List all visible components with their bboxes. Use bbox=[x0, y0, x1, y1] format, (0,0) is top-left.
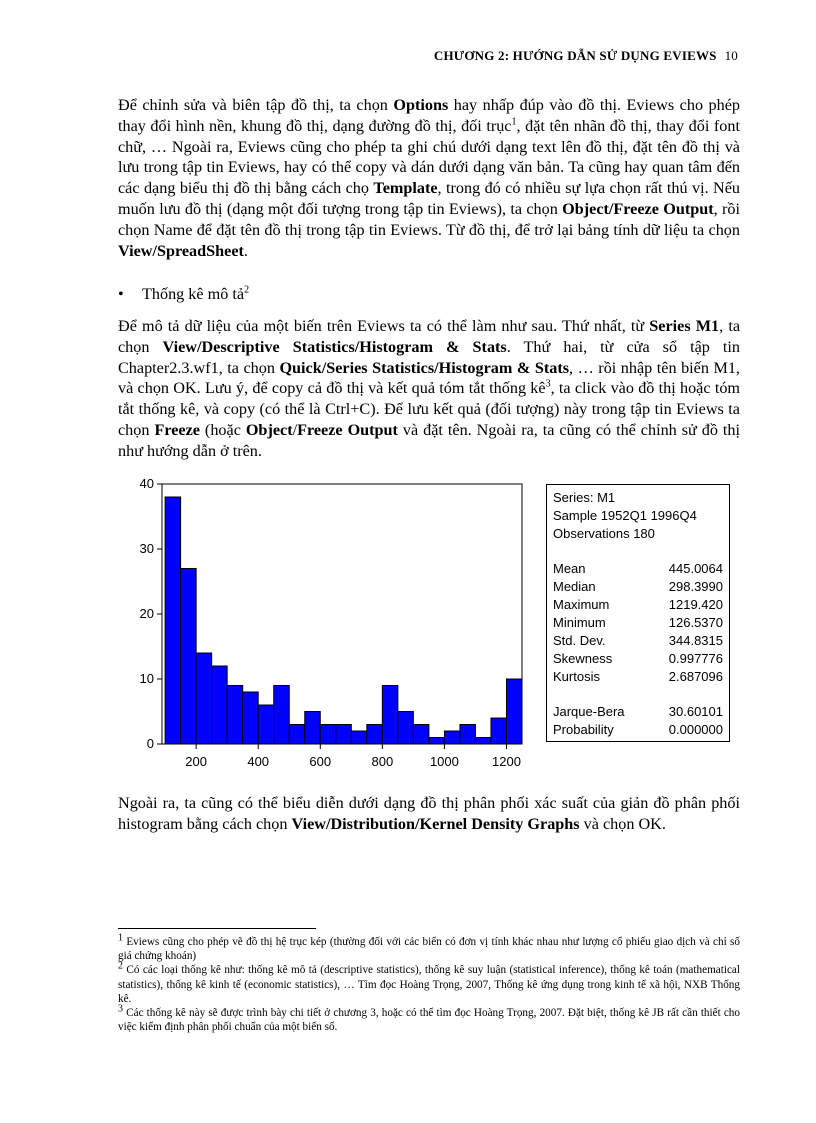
menu-object: Object bbox=[245, 420, 293, 439]
stats-row bbox=[553, 614, 723, 632]
histogram-bar bbox=[491, 718, 507, 744]
stats-row bbox=[553, 632, 723, 650]
page-number: 10 bbox=[724, 48, 738, 63]
histogram-bar bbox=[351, 731, 367, 744]
stats-label: Jarque-Bera bbox=[553, 704, 625, 719]
paragraph-graph-editing: Để chỉnh sửa và biên tập đồ thị, ta chọn Options hay nhấp đúp vào đồ thị. Eviews cho phép thay đổi hình nền, khung đồ thị, dạng đường đồ thị, đối trục$^1$, đặt tên nhãn đồ thị, thay đổi font chữ, … Ngoài ra, Eviews cũng cho phép ta ghi chú dưới dạng text lên đồ thị, đặt tên đồ thị và lưu trong tập tin Eviews, hay có thể copy và dán dưới dạng văn bản. Ta cũng hay quan tâm đến các dạng biểu thị đồ thị bằng cách chọ Template, trong đó có nhiều sự lựa chọn rất thú vị. Nếu muốn lưu đồ thị (dạng một đối tượng trong tập tin Eviews), ta chọn Object/Freeze Output, rồi chọn Name để đặt tên đồ thị trong tập tin Eviews. Từ đồ thị, để trở lại bảng tính dữ liệu ta chọn View/SpreadSheet. bbox=[118, 96, 740, 260]
footnote-3: $^3$ Các thống kê này sẽ được trình bày chi tiết ở chương 3, hoặc có thể tìm đọc Hoàng Trọng, 2007. Đặt biệt, thống kê JB rất cần thiết cho việc kiểm định phân phối chuẩn của một biến số. bbox=[118, 1003, 740, 1034]
histogram-bar bbox=[196, 653, 212, 744]
stats-row bbox=[553, 596, 723, 614]
menu-template: Template bbox=[373, 179, 438, 198]
histogram-bar bbox=[475, 738, 491, 745]
stats-series: Series: M1 bbox=[553, 490, 616, 505]
histogram-bar bbox=[320, 725, 336, 745]
stats-label: Minimum bbox=[553, 615, 606, 630]
menu-kernel-density: View/Distribution/Kernel Density Graphs bbox=[291, 814, 580, 833]
stats-sample: Sample 1952Q1 1996Q4 bbox=[553, 508, 697, 523]
menu-view-spreadsheet: View/SpreadSheet bbox=[118, 241, 244, 260]
x-tick-label: 1200 bbox=[492, 754, 521, 769]
chapter-title: CHƯƠNG 2: HƯỚNG DẪN SỬ DỤNG EVIEWS bbox=[433, 48, 717, 63]
menu-freeze-output: Freeze Output bbox=[297, 420, 398, 439]
stats-label: Maximum bbox=[553, 597, 610, 612]
x-tick-label: 1000 bbox=[429, 754, 459, 769]
histogram-bar bbox=[444, 731, 460, 744]
menu-quick-histogram: Quick/Series Statistics/Histogram & Stats bbox=[279, 358, 570, 377]
x-tick-label: 600 bbox=[309, 754, 332, 769]
x-tick-label: 800 bbox=[371, 754, 394, 769]
y-tick-label: 40 bbox=[139, 476, 154, 491]
histogram-chart bbox=[118, 470, 538, 780]
bullet-dot-icon: • bbox=[118, 285, 124, 303]
histogram-bar bbox=[460, 725, 476, 745]
histogram-bar bbox=[258, 705, 274, 744]
histogram-bar bbox=[336, 725, 352, 745]
stats-observations: Observations 180 bbox=[553, 526, 655, 541]
stats-label: Kurtosis bbox=[553, 669, 600, 684]
histogram-bar bbox=[212, 666, 228, 744]
histogram-bar bbox=[382, 686, 398, 745]
stats-value: 298.3990 bbox=[668, 579, 723, 594]
page-header bbox=[434, 48, 738, 64]
summary-statistics-box bbox=[546, 484, 730, 742]
bullet-text: Thống kê mô tả bbox=[142, 285, 245, 303]
stats-row bbox=[553, 560, 723, 578]
footnote-ref-1: 1 bbox=[511, 116, 517, 128]
y-tick-label: 0 bbox=[146, 736, 154, 751]
stats-row bbox=[553, 668, 723, 686]
series-m1: Series M1 bbox=[649, 317, 720, 335]
bullet-descriptive-statistics bbox=[118, 285, 249, 304]
y-tick-label: 20 bbox=[139, 606, 154, 621]
histogram-bar bbox=[429, 738, 445, 745]
stats-row bbox=[553, 703, 723, 721]
y-tick-label: 30 bbox=[139, 541, 154, 556]
stats-value: 126.5370 bbox=[668, 615, 723, 630]
stats-label: Std. Dev. bbox=[553, 633, 606, 648]
stats-value: 0.997776 bbox=[668, 651, 723, 666]
footnote-ref-3: 3 bbox=[545, 379, 551, 390]
histogram-bar bbox=[243, 692, 259, 744]
y-tick-label: 10 bbox=[139, 671, 154, 686]
x-tick-label: 200 bbox=[185, 754, 207, 769]
histogram-bar bbox=[274, 686, 290, 745]
stats-row bbox=[553, 650, 723, 668]
stats-label: Probability bbox=[553, 722, 614, 737]
histogram-bar bbox=[165, 497, 181, 744]
stats-value: 344.8315 bbox=[668, 633, 723, 648]
stats-value: 1219.420 bbox=[668, 597, 723, 612]
histogram-bar bbox=[227, 686, 243, 745]
histogram-bar bbox=[289, 725, 305, 745]
stats-label: Skewness bbox=[553, 651, 613, 666]
stats-value: 2.687096 bbox=[668, 669, 723, 684]
x-tick-label: 400 bbox=[247, 754, 270, 769]
histogram-bar bbox=[413, 725, 429, 745]
stats-value: 30.60101 bbox=[668, 704, 723, 719]
histogram-bar bbox=[181, 569, 197, 745]
histogram-bar bbox=[367, 725, 383, 745]
footnote-ref-2: 2 bbox=[244, 284, 250, 296]
menu-object-freeze-output: Object/Freeze Output bbox=[562, 199, 714, 218]
footnote-divider bbox=[118, 928, 316, 929]
histogram-bar bbox=[398, 712, 414, 745]
stats-label: Median bbox=[553, 579, 596, 594]
menu-freeze: Freeze bbox=[154, 420, 200, 439]
footnote-2: $^2$ Có các loại thống kê như: thống kê mô tả (descriptive statistics), thống kê suy luận (statistical inference), thống kê toán (mathematical statistics), thống kê kinh tế (economic statistics), … Tìm đọc Hoàng Trọng, 2007, Thống kê ứng dụng trong kinh tế xã hội, NXB Thống kê. bbox=[118, 960, 740, 1005]
menu-options: Options bbox=[393, 96, 449, 114]
paragraph-kernel-density: Ngoài ra, ta cũng có thể biểu diễn dưới dạng đồ thị phân phối xác suất của giản đồ phân phối histogram bằng cách chọn View/Distribution/Kernel Density Graphs và chọn OK. bbox=[118, 794, 740, 833]
stats-value: 445.0064 bbox=[668, 561, 723, 576]
paragraph-describe-data: Để mô tả dữ liệu của một biến trên Eviews ta có thể làm như sau. Thứ nhất, từ Series M1, ta chọn View/Descriptive Statistics/Histogram & Stats. Thứ hai, từ cửa sổ tập tin Chapter2.3.wf1, ta chọn Quick/Series Statistics/Histogram & Stats, … rồi nhập tên biến M1, và chọn OK. Lưu ý, để copy cả đồ thị và kết quả tóm tắt thống $kê^3$, ta click vào đồ thị hoặc tóm tắt thống kê, và copy (có thể là Ctrl+C). Để lưu kết quả (đối tượng) này trong tập tin Eviews ta chọn Freeze (hoặc Object/Freeze Output và đặt tên. Ngoài ra, ta cũng có thể chỉnh sử đồ thị như hướng dẫn ở trên. bbox=[118, 317, 741, 460]
footnote-1: $^1$ Eviews cũng cho phép vẽ đồ thị hệ trục kép (thường đối với các biến có đơn vị tính khác nhau như lượng cổ phiếu giao dịch và chỉ số giá chứng khoán) bbox=[118, 932, 740, 963]
histogram-bar bbox=[305, 712, 321, 745]
menu-histogram-stats: View/Descriptive Statistics/Histogram & Stats bbox=[162, 337, 507, 356]
stats-label: Mean bbox=[553, 561, 586, 576]
stats-row bbox=[553, 721, 723, 739]
stats-value: 0.000000 bbox=[668, 722, 723, 737]
histogram-bar bbox=[506, 679, 522, 744]
stats-row bbox=[553, 578, 723, 596]
footnotes bbox=[118, 932, 740, 1034]
